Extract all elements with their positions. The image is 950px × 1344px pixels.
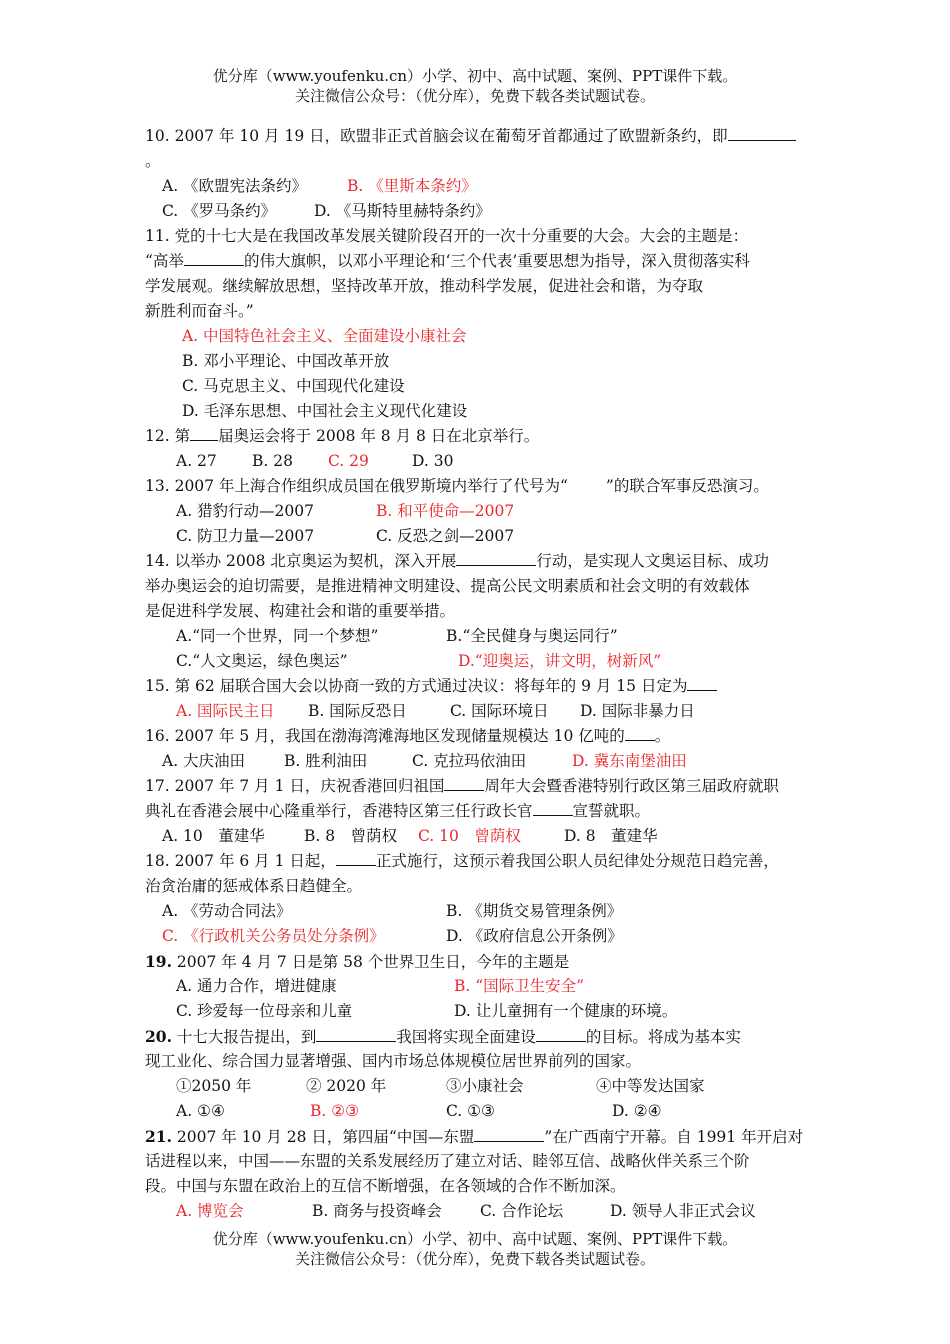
question-19-line-1: 19. 2007 年 4 月 7 日是第 58 个世界卫生日，今年的主题是 — [145, 952, 570, 971]
q19-option-c: C. 珍爱每一位母亲和儿童 — [176, 1002, 353, 1020]
q13-option-b-answer: B. 和平使命—2007 — [376, 502, 515, 520]
answer-blank — [336, 850, 376, 866]
q13-option-d: C. 反恐之剑—2007 — [376, 527, 515, 545]
q10-option-c: C. 《罗马条约》 — [162, 202, 277, 220]
q15-option-a-answer: A. 国际民主日 — [176, 702, 275, 720]
question-18-line-1: 18. 2007 年 6 月 1 日起， 正式施行，这预示着我国公职人员纪律处分规范日趋完善， — [145, 852, 779, 870]
question-21-line-3: 段。中国与东盟在政治上的互信不断增强，在各领域的合作不断加深。 — [145, 1177, 626, 1195]
question-17-line-1: 17. 2007 年 7 月 1 日，庆祝香港回归祖国 周年大会暨香港特别行政区第三届政府就职 — [145, 777, 779, 795]
q20-item-1: ①2050 年 — [176, 1077, 252, 1095]
question-15-line-1: 15. 第 62 届联合国大会以协商一致的方式通过决议：将每年的 9 月 15 日定为 — [145, 674, 717, 699]
question-21-line-1: 21. 2007 年 10 月 28 日，第四届“中国—东盟 ”在广西南宁开幕。自 1991 年开启对 — [145, 1127, 804, 1146]
question-10-line-1: 10. 2007 年 10 月 19 日，欧盟非正式首脑会议在葡萄牙首都通过了欧盟新条约，即 — [145, 124, 796, 149]
q17-option-b: B. 8 曾荫权 — [304, 827, 398, 845]
q11-option-d: D. 毛泽东思想、中国社会主义现代化建设 — [182, 402, 468, 420]
answer-blank — [456, 550, 536, 566]
q15-option-b: B. 国际反恐日 — [308, 702, 407, 720]
q11-option-b: B. 邓小平理论、中国改革开放 — [182, 352, 390, 370]
question-10-line-2: 。 — [145, 152, 161, 170]
q14-option-c: C.“人文奥运，绿色奥运” — [176, 652, 348, 670]
question-14-line-1: 14. 以举办 2008 北京奥运为契机，深入开展 行动，是实现人文奥运目标、成功 — [145, 552, 769, 570]
answer-blank — [474, 1126, 544, 1142]
question-12-line-1: 12. 第 届奥运会将于 2008 年 8 月 8 日在北京举行。 — [145, 427, 540, 445]
question-13-line-1: 13. 2007 年上海合作组织成员国在俄罗斯境内举行了代号为“ ”的联合军事反恐演习。 — [145, 477, 769, 495]
q18-option-b: B. 《期货交易管理条例》 — [446, 902, 623, 920]
question-14-line-3: 是促进科学发展、构建社会和谐的重要举措。 — [145, 602, 456, 620]
question-16-line-1: 16. 2007 年 5 月，我国在渤海湾滩海地区发现储量规模达 10 亿吨的 。 — [145, 727, 671, 745]
footer-line-1: 优分库（www.youfenku.cn）小学、初中、高中试题、案例、PPT课件下载。 — [212, 1230, 738, 1248]
question-11-line-3: 学发展观。继续解放思想，坚持改革开放，推动科学发展，促进社会和谐，为夺取 — [145, 277, 704, 295]
q20-option-c: C. ①③ — [446, 1102, 495, 1120]
q16-option-c: C. 克拉玛依油田 — [412, 752, 527, 770]
question-11-line-1: 11. 党的十七大是在我国改革发展关键阶段召开的一次十分重要的大会。大会的主题是： — [145, 227, 749, 245]
q19-option-d: D. 让儿童拥有一个健康的环境。 — [454, 1002, 678, 1020]
question-20-line-1: 20. 十七大报告提出，到 我国将实现全面建设 的目标。将成为基本实 — [145, 1027, 741, 1046]
q21-option-c: C. 合作论坛 — [480, 1202, 564, 1220]
q20-option-a: A. ①④ — [176, 1102, 225, 1120]
answer-blank — [533, 800, 573, 816]
q12-option-a: A. 27 — [176, 452, 217, 470]
q16-option-d-answer: D. 冀东南堡油田 — [572, 752, 687, 770]
q14-option-b: B.“全民健身与奥运同行” — [446, 627, 618, 645]
q14-option-a: A.“同一个世界，同一个梦想” — [176, 627, 379, 645]
q15-option-d: D. 国际非暴力日 — [580, 702, 695, 720]
q12-option-c-answer: C. 29 — [328, 452, 369, 470]
q13-option-a: A. 猎豹行动—2007 — [176, 502, 314, 520]
q19-option-a: A. 通力合作，增进健康 — [176, 977, 337, 995]
q21-option-b: B. 商务与投资峰会 — [312, 1202, 442, 1220]
q17-option-d: D. 8 董建华 — [564, 827, 658, 845]
q15-option-c: C. 国际环境日 — [450, 702, 549, 720]
q16-option-b: B. 胜利油田 — [284, 752, 368, 770]
q16-option-a: A. 大庆油田 — [162, 752, 246, 770]
q10-option-d: D. 《马斯特里赫特条约》 — [314, 202, 491, 220]
q12-option-d: D. 30 — [412, 452, 454, 470]
question-21-line-2: 话进程以来，中国——东盟的关系发展经历了建立对话、睦邻互信、战略伙伴关系三个阶 — [145, 1152, 750, 1170]
answer-blank — [687, 675, 717, 691]
q20-option-d: D. ②④ — [612, 1102, 662, 1120]
question-14-line-2: 举办奥运会的迫切需要，是推进精神文明建设、提高公民文明素质和社会文明的有效载体 — [145, 577, 750, 595]
answer-blank — [625, 725, 655, 741]
header-line-2: 关注微信公众号：（优分库），免费下载各类试题试卷。 — [294, 87, 655, 105]
q19-option-b-answer: B. “国际卫生安全” — [454, 977, 585, 995]
q11-option-a-answer: A. 中国特色社会主义、全面建设小康社会 — [182, 327, 467, 345]
question-11-line-2: “高举 的伟大旗帜，以邓小平理论和‘三个代表’重要思想为指导，深入贯彻落实科 — [145, 252, 750, 270]
q18-option-d: D. 《政府信息公开条例》 — [446, 927, 623, 945]
q13-option-c: C. 防卫力量—2007 — [176, 527, 315, 545]
q12-option-b: B. 28 — [252, 452, 293, 470]
q21-option-a-answer: A. 博览会 — [176, 1202, 244, 1220]
question-18-line-2: 治贪治庸的惩戒体系日趋健全。 — [145, 877, 363, 895]
answer-blank — [184, 250, 244, 266]
answer-blank — [316, 1026, 396, 1042]
q20-item-4: ④中等发达国家 — [596, 1077, 705, 1095]
q11-option-c: C. 马克思主义、中国现代化建设 — [182, 377, 405, 395]
header-line-1: 优分库（www.youfenku.cn）小学、初中、高中试题、案例、PPT课件下载。 — [212, 67, 738, 85]
q10-option-b-answer: B. 《里斯本条约》 — [347, 177, 477, 195]
q21-option-d: D. 领导人非正式会议 — [610, 1202, 756, 1220]
question-11-line-4: 新胜利而奋斗。” — [145, 302, 254, 320]
answer-blank — [444, 775, 484, 791]
q20-item-3: ③小康社会 — [446, 1077, 524, 1095]
q14-option-d-answer: D.“迎奥运，讲文明，树新风” — [458, 652, 662, 670]
answer-blank — [728, 125, 796, 141]
q10-option-a: A. 《欧盟宪法条约》 — [162, 177, 308, 195]
question-17-line-2: 典礼在香港会展中心隆重举行，香港特区第三任行政长官 宣誓就职。 — [145, 802, 651, 820]
q20-item-2: ② 2020 年 — [306, 1077, 387, 1095]
answer-blank — [536, 1026, 586, 1042]
q17-option-c-answer: C. 10 曾荫权 — [418, 827, 521, 845]
question-20-line-2: 现工业化、综合国力显著增强、国内市场总体规模位居世界前列的国家。 — [145, 1052, 642, 1070]
q20-option-b-answer: B. ②③ — [310, 1102, 360, 1120]
answer-blank — [190, 425, 218, 441]
q18-option-a: A. 《劳动合同法》 — [162, 902, 292, 920]
footer-line-2: 关注微信公众号：（优分库），免费下载各类试题试卷。 — [294, 1250, 655, 1268]
q18-option-c-answer: C. 《行政机关公务员处分条例》 — [162, 927, 385, 945]
q17-option-a: A. 10 董建华 — [162, 827, 265, 845]
